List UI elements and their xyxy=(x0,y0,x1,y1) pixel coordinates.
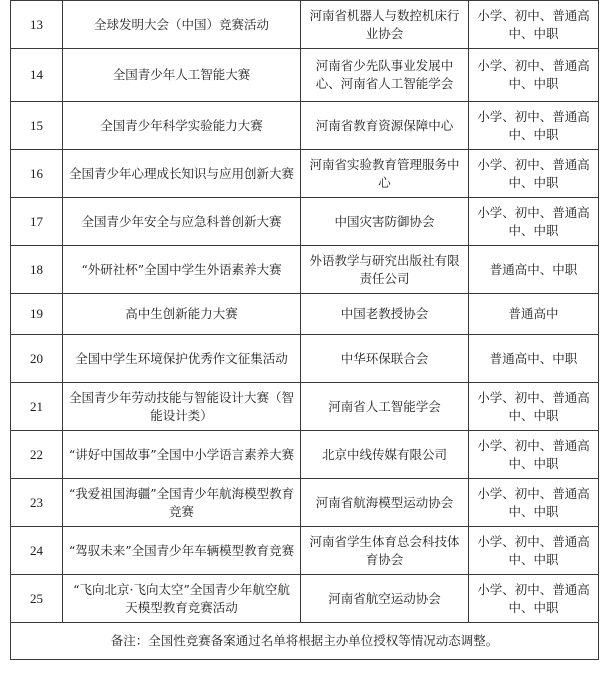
organizer: 中国老教授协会 xyxy=(301,294,469,335)
school-level: 小学、初中、普通高中、中职 xyxy=(469,527,599,575)
competition-name: 全国青少年科学实验能力大赛 xyxy=(63,102,301,150)
organizer: 北京中线传媒有限公司 xyxy=(301,431,469,479)
row-number: 13 xyxy=(11,1,63,49)
competition-name: “驾驭未来”全国青少年车辆模型教育竞赛 xyxy=(63,527,301,575)
organizer: 中华环保联合会 xyxy=(301,335,469,383)
row-number: 23 xyxy=(11,479,63,527)
row-number: 20 xyxy=(11,335,63,383)
row-number: 17 xyxy=(11,198,63,246)
note-row xyxy=(11,623,599,660)
organizer: 外语教学与研究出版社有限责任公司 xyxy=(301,246,469,294)
organizer: 河南省实验教育管理服务中心 xyxy=(301,150,469,198)
school-level: 小学、初中、普通高中、中职 xyxy=(469,150,599,198)
competition-name: 全国青少年劳动技能与智能设计大赛（智能设计类） xyxy=(63,383,301,431)
organizer: 中国灾害防御协会 xyxy=(301,198,469,246)
row-number: 14 xyxy=(11,49,63,102)
row-number: 18 xyxy=(11,246,63,294)
table-row xyxy=(11,575,599,623)
competition-table xyxy=(10,0,599,660)
organizer: 河南省人工智能学会 xyxy=(301,383,469,431)
organizer: 河南省航空运动协会 xyxy=(301,575,469,623)
row-number: 25 xyxy=(11,575,63,623)
school-level: 普通高中、中职 xyxy=(469,246,599,294)
table-row xyxy=(11,335,599,383)
organizer: 河南省少先队事业发展中心、河南省人工智能学会 xyxy=(301,49,469,102)
row-number: 19 xyxy=(11,294,63,335)
table-row xyxy=(11,479,599,527)
organizer: 河南省学生体育总会科技体育协会 xyxy=(301,527,469,575)
school-level: 小学、初中、普通高中、中职 xyxy=(469,479,599,527)
competition-name: “飞向北京·飞向太空”全国青少年航空航天模型教育竞赛活动 xyxy=(63,575,301,623)
table-row xyxy=(11,383,599,431)
table-row xyxy=(11,150,599,198)
row-number: 21 xyxy=(11,383,63,431)
table-row xyxy=(11,527,599,575)
school-level: 小学、初中、普通高中、中职 xyxy=(469,1,599,49)
row-number: 16 xyxy=(11,150,63,198)
table-row xyxy=(11,198,599,246)
table-note: 备注：全国性竞赛备案通过名单将根据主办单位授权等情况动态调整。 xyxy=(11,623,599,660)
school-level: 小学、初中、普通高中、中职 xyxy=(469,102,599,150)
table-row xyxy=(11,49,599,102)
row-number: 24 xyxy=(11,527,63,575)
row-number: 15 xyxy=(11,102,63,150)
competition-name: 全国青少年安全与应急科普创新大赛 xyxy=(63,198,301,246)
school-level: 小学、初中、普通高中、中职 xyxy=(469,431,599,479)
competition-name: 全国青少年心理成长知识与应用创新大赛 xyxy=(63,150,301,198)
competition-name: 全国中学生环境保护优秀作文征集活动 xyxy=(63,335,301,383)
table-row xyxy=(11,102,599,150)
school-level: 小学、初中、普通高中、中职 xyxy=(469,49,599,102)
competition-name: 高中生创新能力大赛 xyxy=(63,294,301,335)
table-row xyxy=(11,1,599,49)
table-row xyxy=(11,294,599,335)
organizer: 河南省教育资源保障中心 xyxy=(301,102,469,150)
competition-name: “外研社杯”全国中学生外语素养大赛 xyxy=(63,246,301,294)
organizer: 河南省机器人与数控机床行业协会 xyxy=(301,1,469,49)
competition-name: 全国青少年人工智能大赛 xyxy=(63,49,301,102)
school-level: 普通高中、中职 xyxy=(469,335,599,383)
competition-name: “我爱祖国海疆”全国青少年航海模型教育竞赛 xyxy=(63,479,301,527)
competition-name: “讲好中国故事”全国中小学语言素养大赛 xyxy=(63,431,301,479)
school-level: 小学、初中、普通高中、中职 xyxy=(469,575,599,623)
school-level: 小学、初中、普通高中、中职 xyxy=(469,198,599,246)
table-row xyxy=(11,246,599,294)
organizer: 河南省航海模型运动协会 xyxy=(301,479,469,527)
row-number: 22 xyxy=(11,431,63,479)
competition-name: 全球发明大会（中国）竞赛活动 xyxy=(63,1,301,49)
school-level: 普通高中 xyxy=(469,294,599,335)
school-level: 小学、初中、普通高中、中职 xyxy=(469,383,599,431)
table-row xyxy=(11,431,599,479)
